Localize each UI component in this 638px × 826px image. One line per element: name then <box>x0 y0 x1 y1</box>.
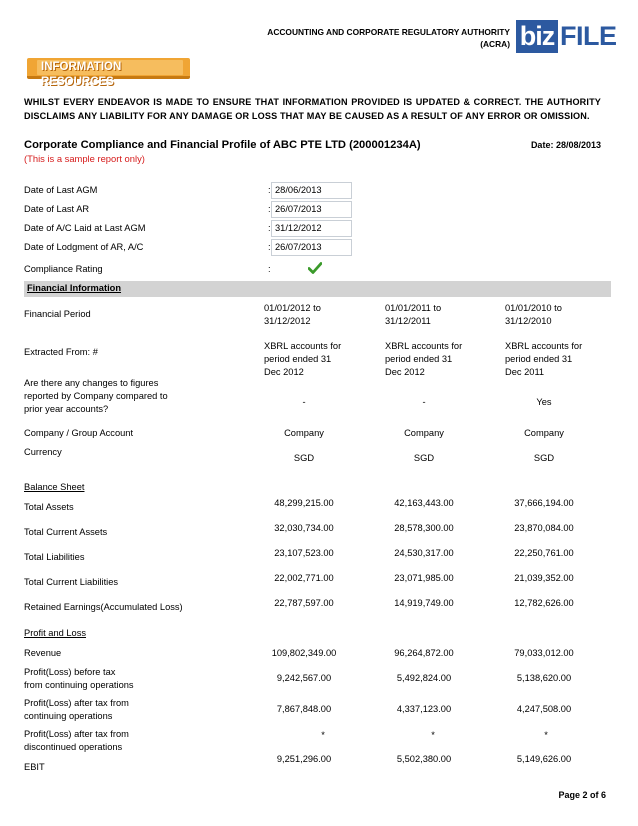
table-cell: 14,919,749.00 <box>394 598 454 608</box>
last-ar-value: 26/07/2013 <box>271 201 352 218</box>
table-cell: 21,039,352.00 <box>514 573 574 583</box>
last-agm-label: Date of Last AGM <box>24 185 98 195</box>
period-col-2: 01/01/2011 to 31/12/2011 <box>385 303 442 326</box>
bizfile-logo <box>516 20 617 53</box>
report-title: Corporate Compliance and Financial Profile of ABC PTE LTD (200001234A) <box>24 139 421 151</box>
table-cell: 4,247,508.00 <box>516 704 572 714</box>
extracted-from-label: Extracted From: # <box>24 347 98 357</box>
colon: : <box>268 185 271 195</box>
table-cell: 96,264,872.00 <box>394 648 454 658</box>
table-cell: 22,250,761.00 <box>514 548 574 558</box>
revenue-label: Revenue <box>24 648 62 658</box>
page-number: Page 2 of 6 <box>558 790 606 800</box>
financial-information-title: Financial Information <box>27 283 122 293</box>
table-cell: * <box>321 730 325 740</box>
period-col-3: 01/01/2010 to 31/12/2010 <box>505 303 562 326</box>
report-date: Date: 28/08/2013 <box>530 140 601 150</box>
colon: : <box>268 223 271 233</box>
logo-biz-text: biz <box>516 20 558 53</box>
financial-period-label: Financial Period <box>24 309 91 319</box>
table-row-label: Total Current Assets <box>24 527 108 537</box>
changes-col-3: Yes <box>536 397 552 407</box>
last-agm-value: 28/06/2013 <box>271 182 352 199</box>
table-cell: * <box>431 730 435 740</box>
changes-col-2: - <box>422 397 426 407</box>
banner-label: INFORMATION RESOURCES <box>41 61 122 88</box>
table-row-label: Total Assets <box>24 502 74 512</box>
table-cell: 23,071,985.00 <box>394 573 454 583</box>
colon: : <box>268 264 271 274</box>
account-col-2: Company <box>404 428 444 438</box>
financial-information-header <box>24 281 611 297</box>
colon: : <box>268 204 271 214</box>
lodgment-label: Date of Lodgment of AR, A/C <box>24 242 144 252</box>
period-col-1: 01/01/2012 to 31/12/2012 <box>264 303 321 326</box>
discontinued-label: Profit(Loss) after tax from discontinued operations <box>24 729 129 752</box>
table-cell: * <box>544 730 548 740</box>
currency-col-1: SGD <box>293 453 315 463</box>
ebit-label: EBIT <box>24 762 45 772</box>
extracted-col-3: XBRL accounts for period ended 31 Dec 2011 <box>505 341 583 377</box>
table-cell: 32,030,734.00 <box>274 523 334 533</box>
table-cell: 109,802,349.00 <box>271 648 337 658</box>
table-cell: 22,002,771.00 <box>274 573 334 583</box>
table-cell: 5,502,380.00 <box>396 754 452 764</box>
table-cell: 79,033,012.00 <box>514 648 574 658</box>
table-cell: 4,337,123.00 <box>396 704 452 714</box>
table-cell: 9,251,296.00 <box>276 754 332 764</box>
last-ar-label: Date of Last AR <box>24 204 90 214</box>
disclaimer-text: WHILST EVERY ENDEAVOR IS MADE TO ENSURE THAT INFORMATION PROVIDED IS UPDATED & CORRECT. THE AUTHORITY DISCLAIMS ANY LIABILITY FOR ANY DAMAGE OR LOSS THAT MAY BE CAUSED AS A RESULT OF ANY ERROR OR OMISSION. <box>24 97 601 121</box>
table-row-label: Total Current Liabilities <box>24 577 119 587</box>
table-cell: 5,138,620.00 <box>516 673 572 683</box>
table-cell: 48,299,215.00 <box>274 498 334 508</box>
account-col-3: Company <box>524 428 564 438</box>
check-icon <box>308 262 322 274</box>
table-cell: 37,666,194.00 <box>514 498 574 508</box>
authority-name <box>210 26 510 50</box>
table-cell: 5,149,626.00 <box>516 754 572 764</box>
logo-file-text: FILE <box>560 21 617 51</box>
ac-laid-value: 31/12/2012 <box>271 220 352 237</box>
extracted-col-1: XBRL accounts for period ended 31 Dec 2012 <box>264 341 342 377</box>
table-cell: 5,492,824.00 <box>396 673 452 683</box>
balance-sheet-title: Balance Sheet <box>24 482 85 492</box>
authority-line-1: ACCOUNTING AND CORPORATE REGULATORY AUTHORITY <box>267 27 510 37</box>
colon: : <box>268 242 271 252</box>
table-row-label: Retained Earnings(Accumulated Loss) <box>24 602 183 612</box>
compliance-rating-label: Compliance Rating <box>24 264 103 274</box>
table-cell: 42,163,443.00 <box>394 498 454 508</box>
pat-label: Profit(Loss) after tax from continuing operations <box>24 698 129 721</box>
profit-and-loss-title: Profit and Loss <box>24 628 87 638</box>
currency-col-2: SGD <box>413 453 435 463</box>
sample-note: (This is a sample report only) <box>24 153 145 164</box>
account-col-1: Company <box>284 428 324 438</box>
account-type-label: Company / Group Account <box>24 428 134 438</box>
changes-label: Are there any changes to figures reported by Company compared to prior year accounts? <box>24 378 168 414</box>
lodgment-value: 26/07/2013 <box>271 239 352 256</box>
table-cell: 28,578,300.00 <box>394 523 454 533</box>
table-cell: 7,867,848.00 <box>276 704 332 714</box>
extracted-col-2: XBRL accounts for period ended 31 Dec 2012 <box>385 341 463 377</box>
table-row-label: Total Liabilities <box>24 552 85 562</box>
ac-laid-label: Date of A/C Laid at Last AGM <box>24 223 146 233</box>
table-cell: 24,530,317.00 <box>394 548 454 558</box>
changes-col-1: - <box>302 397 306 407</box>
table-cell: 23,870,084.00 <box>514 523 574 533</box>
currency-col-3: SGD <box>533 453 555 463</box>
table-cell: 23,107,523.00 <box>274 548 334 558</box>
table-cell: 22,787,597.00 <box>274 598 334 608</box>
pbt-label: Profit(Loss) before tax from continuing operations <box>24 667 134 690</box>
authority-line-2: (ACRA) <box>480 39 510 49</box>
currency-label: Currency <box>24 447 62 457</box>
information-resources-banner <box>27 58 190 88</box>
table-cell: 9,242,567.00 <box>276 673 332 683</box>
table-cell: 12,782,626.00 <box>514 598 574 608</box>
